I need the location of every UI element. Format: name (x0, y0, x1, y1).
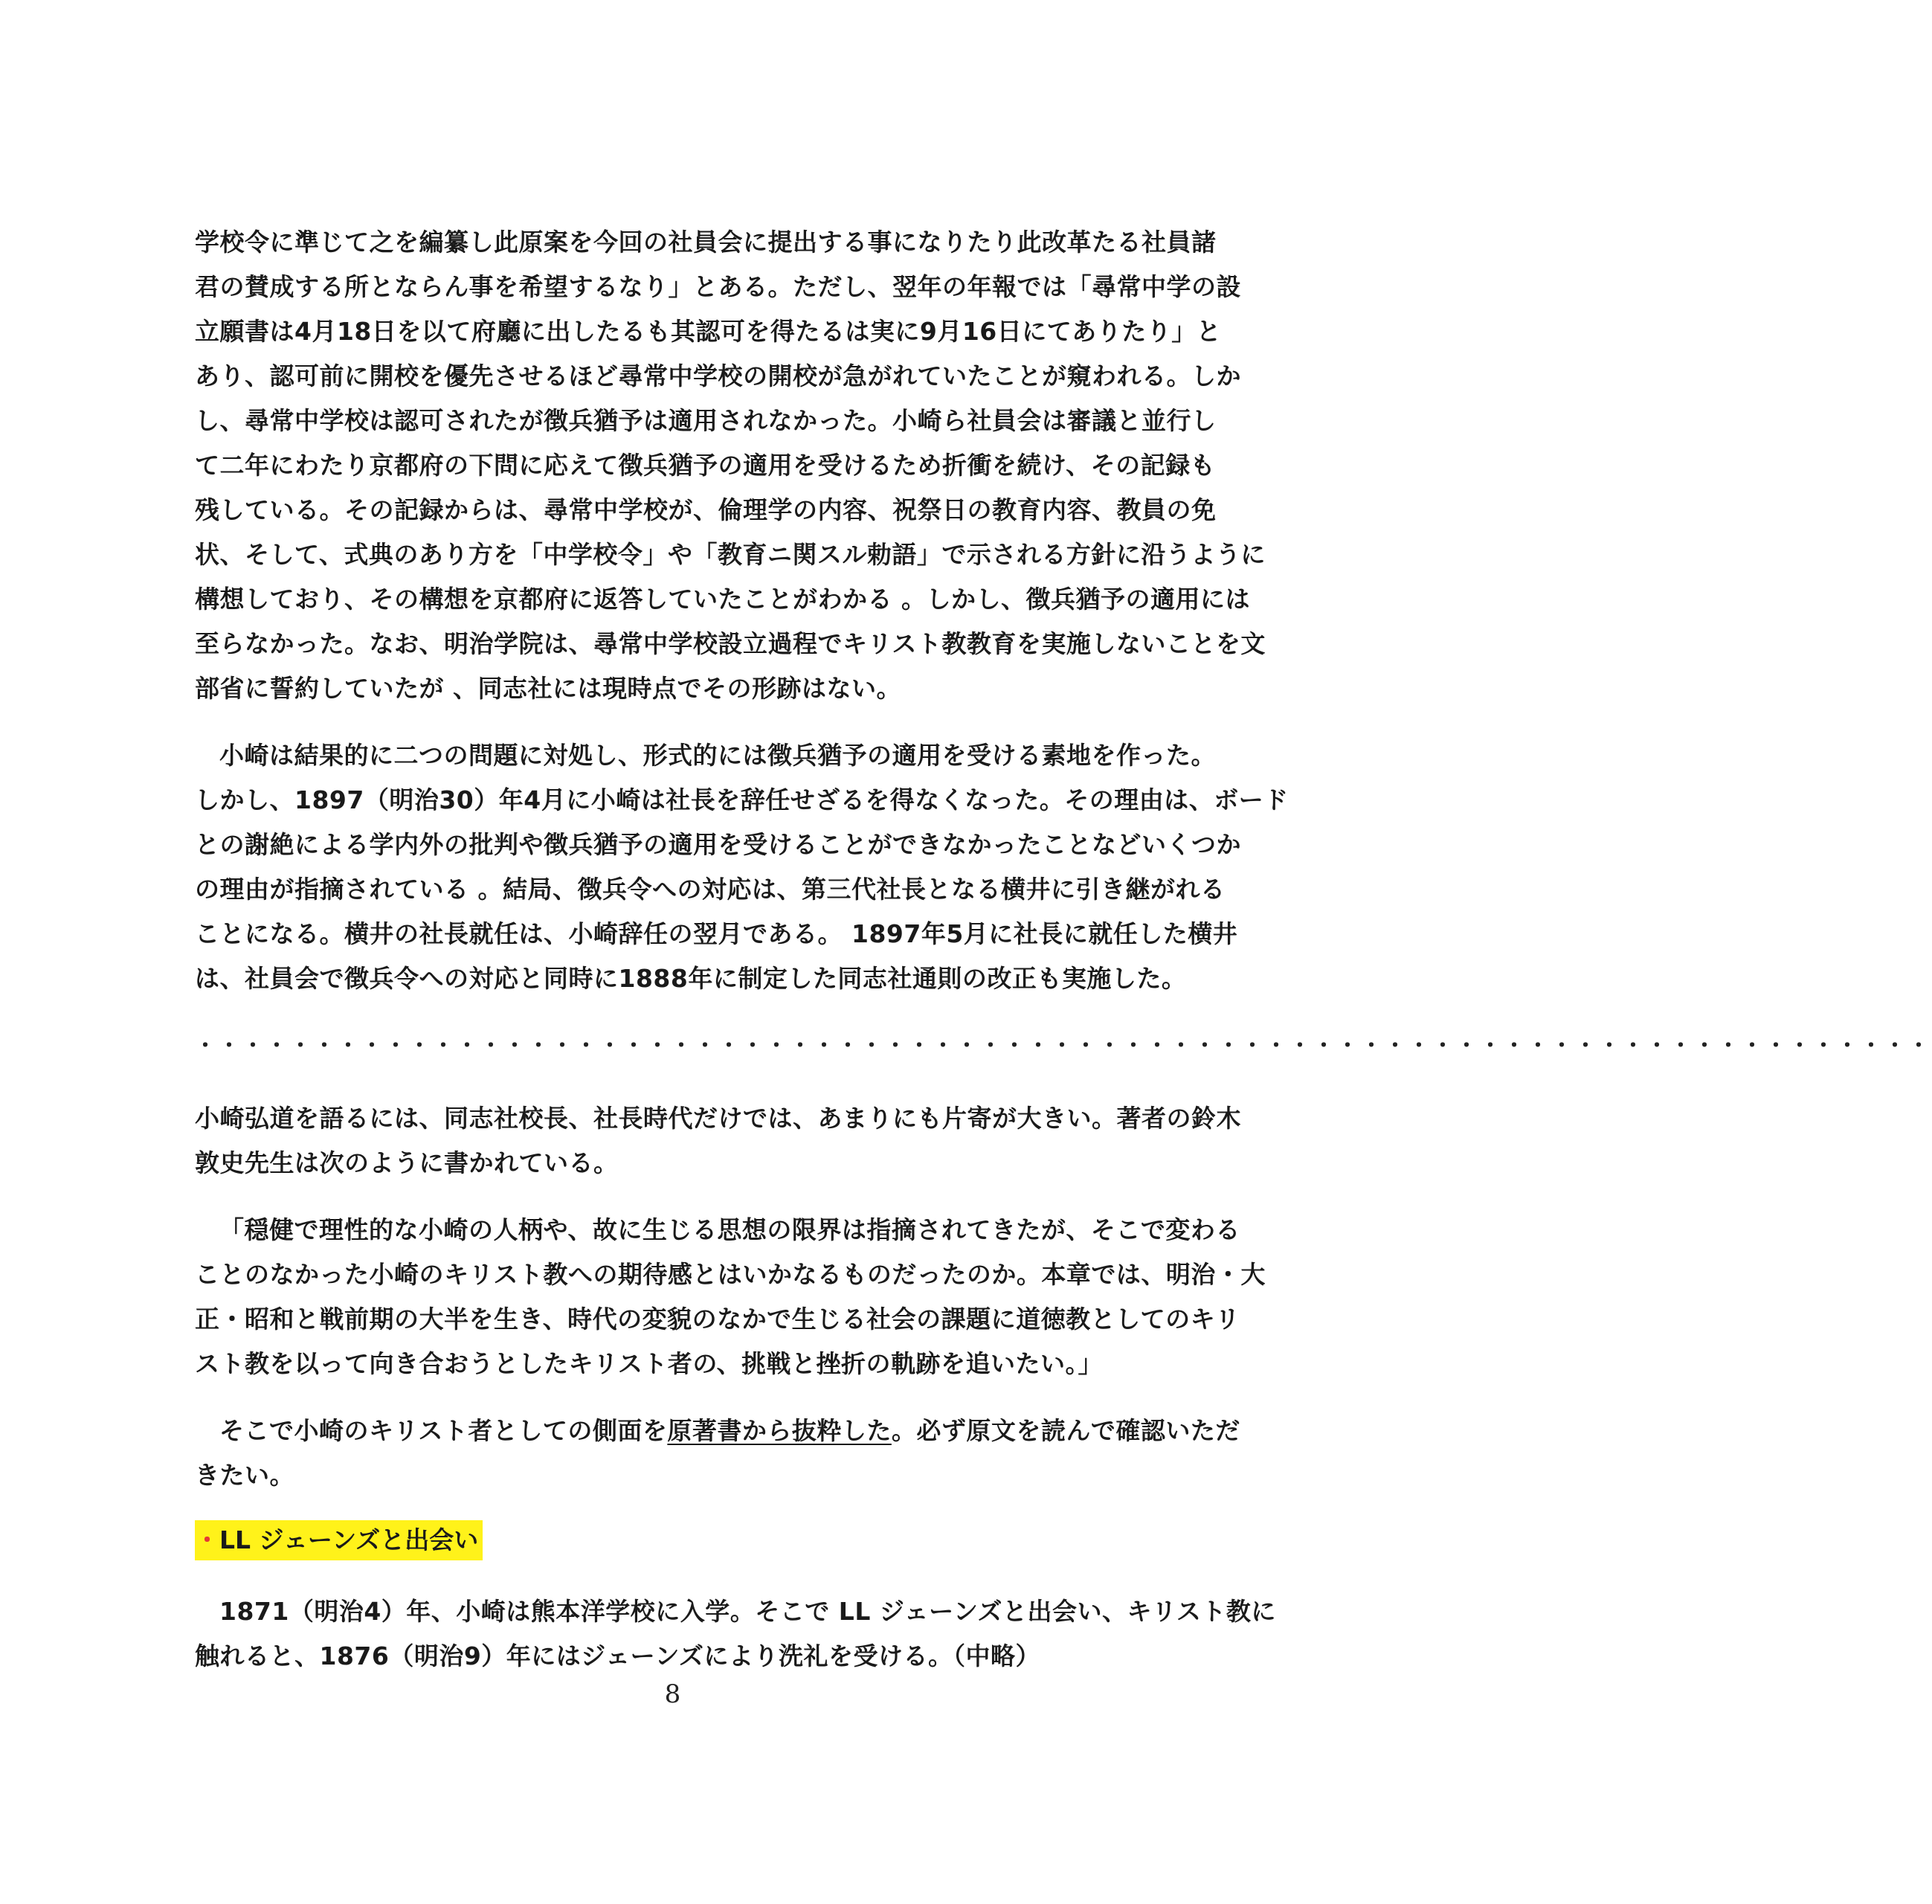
block-quote (195, 1208, 1266, 1386)
text-line: 学校令に準じて之を編纂し此原案を今回の社員会に提出する事になりたり此改革たる社員諸 (195, 228, 1217, 257)
text-segment: そこで小崎のキリスト者としての側面を (219, 1416, 668, 1445)
text-line: 正・昭和と戦前期の大半を生き、時代の変貌のなかで生じる社会の課題に道徳教としてのキリ (195, 1305, 1240, 1334)
text-line: し、尋常中学校は認可されたが徴兵猶予は適用されなかった。小崎ら社員会は審議と並行し (195, 406, 1217, 435)
paragraph-spacer (195, 1567, 1162, 1589)
text-line: しかし、1897（明治30）年4月に小崎は社長を辞任せざるを得なくなった。その理由は、ボード (195, 785, 1289, 814)
text-line: 小崎弘道を語るには、同志社校長、社長時代だけでは、あまりにも片寄が大きい。著者の鈴木 (195, 1104, 1241, 1133)
text-line: 立願書は4月18日を以て府廳に出したるも其認可を得たるは実に9月16日にてありたり」と (195, 317, 1222, 346)
text-line: スト教を以って向き合おうとしたキリスト者の、挑戦と挫折の軌跡を追いたい。」 (195, 1349, 1104, 1378)
document-body (195, 220, 1932, 1679)
text-line: は、社員会で徴兵令への対応と同時に1888年に制定した同志社通則の改正も実施した。 (195, 964, 1187, 993)
paragraph-janes (195, 1589, 1276, 1679)
text-line: 至らなかった。なお、明治学院は、尋常中学校設立過程でキリスト教教育を実施しないことを文 (195, 629, 1266, 658)
text-line: ことのなかった小崎のキリスト教への期待感とはいかなるものだったのか。本章では、明治・大 (195, 1260, 1266, 1289)
bullet-mark: ・ (195, 1525, 219, 1554)
paragraph-spacer (195, 1001, 1162, 1023)
paragraph-spacer (195, 1498, 1162, 1520)
underlined-text: 原著書から抜粋した (667, 1416, 892, 1445)
text-line (195, 1409, 1240, 1453)
text-line: きたい。 (195, 1461, 294, 1490)
section-heading-text: LL ジェーンズと出会い (219, 1525, 479, 1554)
paragraph-resignation (195, 733, 1289, 1001)
paragraph-author-intro (195, 1096, 1241, 1186)
text-line: 残している。その記録からは、尋常中学校が、倫理学の内容、祝祭日の教育内容、教員の免 (195, 495, 1217, 524)
text-line: の理由が指摘されている 。結局、徴兵令への対応は、第三代社長となる横井に引き継がれる (195, 875, 1226, 904)
section-heading-row (195, 1520, 1162, 1567)
paragraph-spacer (195, 1068, 1162, 1096)
text-line: との謝絶による学内外の批判や徴兵猶予の適用を受けることができなかったことなどいくつか (195, 830, 1241, 859)
paragraph-excerpt-note (195, 1409, 1240, 1498)
text-line: 触れると、1876（明治9）年にはジェーンズにより洗礼を受ける。（中略） (195, 1641, 1040, 1670)
dotted-divider: ・・・・・・・・・・・・・・・・・・・・・・・・・・・・・・・・・・・・・・・・・・・・・・・・・・・・・・・・・・・・・・・・・・・・・・・・・ (195, 1033, 1932, 1058)
text-line: 1871（明治4）年、小崎は熊本洋学校に入学。そこで LL ジェーンズと出会い、キリスト教に (219, 1597, 1276, 1626)
text-line: て二年にわたり京都府の下問に応えて徴兵猶予の適用を受けるため折衝を続け、その記録も (195, 451, 1216, 480)
text-line: 部省に誓約していたが 、同志社には現時点でその形跡はない。 (195, 674, 901, 703)
text-segment: 。必ず原文を読んで確認いただ (891, 1416, 1240, 1445)
paragraph-conscription-negotiation (195, 220, 1266, 711)
section-heading (195, 1520, 483, 1560)
paragraph-spacer (195, 1386, 1162, 1409)
text-line: 状、そして、式典のあり方を「中学校令」や「教育ニ関スル勅語」で示される方針に沿うように (195, 540, 1266, 569)
text-line: あり、認可前に開校を優先させるほど尋常中学校の開校が急がれていたことが窺われる。しか (195, 361, 1241, 390)
text-line: 構想しており、その構想を京都府に返答していたことがわかる 。しかし、徴兵猶予の適用には (195, 585, 1250, 614)
text-line: 「穏健で理性的な小崎の人柄や、故に生じる思想の限界は指摘されてきたが、そこで変わる (219, 1215, 1240, 1244)
paragraph-spacer (195, 1186, 1162, 1208)
text-line: ことになる。横井の社長就任は、小崎辞任の翌月である。 1897年5月に社長に就任した横井 (195, 919, 1238, 948)
paragraph-spacer (195, 711, 1162, 733)
text-line: 小崎は結果的に二つの問題に対処し、形式的には徴兵猶予の適用を受ける素地を作った。 (219, 741, 1216, 770)
text-line: 敦史先生は次のように書かれている。 (195, 1148, 619, 1177)
text-line: 君の賛成する所とならん事を希望するなり」とある。ただし、翌年の年報では「尋常中学の設 (195, 272, 1241, 301)
page-number: 8 (664, 1679, 681, 1709)
